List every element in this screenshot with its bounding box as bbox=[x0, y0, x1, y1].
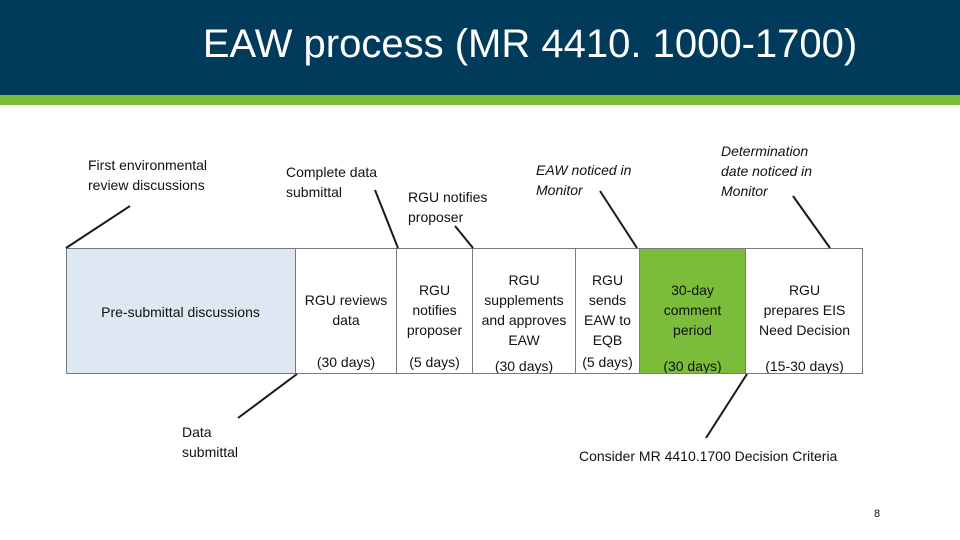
step-rgu-reviews-label: RGU reviews data bbox=[304, 292, 388, 328]
step-rgu-notifies-duration: (5 days) bbox=[409, 354, 460, 370]
leader-first-environmental bbox=[66, 206, 130, 248]
leader-determination bbox=[793, 196, 830, 248]
step-rgu-supplements-duration: (30 days) bbox=[494, 358, 554, 374]
page-number: 8 bbox=[874, 508, 881, 520]
step-comment-period-duration: (30 days) bbox=[663, 358, 722, 374]
callout-complete-data-submittal: Complete data submittal bbox=[286, 164, 378, 200]
leader-complete-data bbox=[375, 190, 398, 248]
step-rgu-reviews-duration: (30 days) bbox=[316, 354, 376, 370]
slide-title: EAW process (MR 4410. 1000-1700) bbox=[202, 22, 858, 66]
step-rgu-sends-duration: (5 days) bbox=[582, 354, 633, 370]
callout-decision-criteria: Consider MR 4410.1700 Decision Criteria bbox=[579, 448, 838, 464]
callout-determination-date: Determination date noticed in Monitor bbox=[721, 143, 813, 199]
step-comment-period-label: 30-day comment period bbox=[663, 282, 722, 338]
step-rgu-sends bbox=[575, 248, 639, 374]
step-rgu-notifies bbox=[396, 248, 472, 374]
step-pre-submittal-label: Pre-submittal discussions bbox=[101, 304, 260, 320]
step-rgu-sends-label: RGU sends EAW to EQB bbox=[584, 272, 631, 348]
callout-rgu-notifies-proposer: RGU notifies proposer bbox=[408, 189, 488, 225]
leader-criteria bbox=[706, 374, 747, 438]
step-rgu-notifies-label: RGU notifies proposer bbox=[406, 282, 463, 338]
callout-eaw-noticed: EAW noticed in Monitor bbox=[536, 162, 632, 198]
callout-first-environmental-review: First environmental review discussions bbox=[88, 157, 208, 193]
leader-data-submittal bbox=[238, 374, 297, 418]
step-rgu-supplements bbox=[472, 248, 575, 374]
step-rgu-reviews bbox=[295, 248, 396, 374]
leader-rgu-notifies bbox=[455, 226, 473, 248]
step-rgu-prepares-duration: (15-30 days) bbox=[765, 358, 844, 374]
step-pre-submittal bbox=[66, 248, 295, 374]
step-rgu-prepares bbox=[745, 248, 863, 374]
step-rgu-supplements-label: RGU supplements and approves EAW bbox=[481, 272, 567, 348]
callout-data-submittal: Data submittal bbox=[182, 424, 239, 460]
banner-accent-stripe bbox=[0, 95, 960, 105]
step-rgu-prepares-label: RGU prepares EIS Need Decision bbox=[758, 282, 851, 338]
step-comment-period bbox=[639, 248, 745, 374]
